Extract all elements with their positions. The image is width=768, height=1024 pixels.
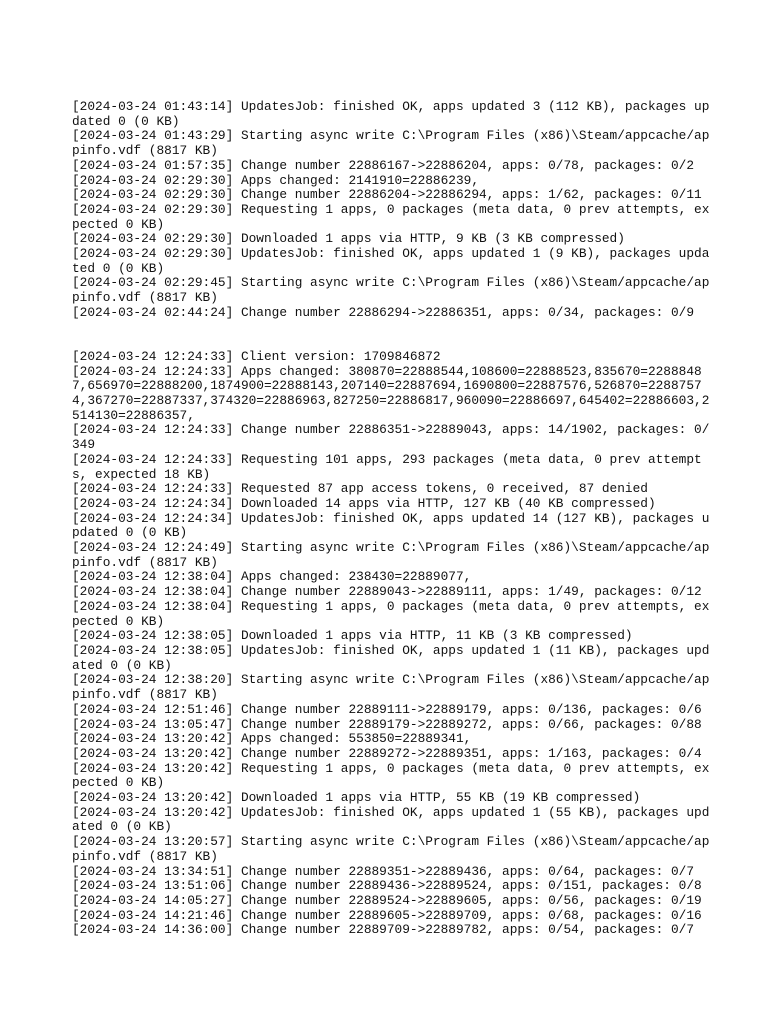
log-block-2 <box>72 350 712 938</box>
log-line: [2024-03-24 12:24:33] Requested 87 app access tokens, 0 received, 87 denied <box>72 481 648 497</box>
log-document <box>72 100 712 938</box>
log-line: [2024-03-24 02:29:30] Apps changed: 2141910=22886239, <box>72 172 480 188</box>
log-line: [2024-03-24 02:29:30] UpdatesJob: finished OK, apps updated 1 (9 KB), packages updated 0 (0 KB) <box>72 246 710 276</box>
log-line: [2024-03-24 12:24:33] Apps changed: 380870=22888544,108600=22888523,835670=22888487,656970=22888200,1874900=22888143,207140=22887694,1690800=22887576,526870=22887574,367270=22887337,374320=22886963,827250=22886817,960090=22886697,645402=22886603,2514130=22886357, <box>72 363 710 423</box>
log-line: [2024-03-24 01:43:14] UpdatesJob: finished OK, apps updated 3 (112 KB), packages updated 0 (0 KB) <box>72 99 710 129</box>
log-line: [2024-03-24 12:51:46] Change number 22889111->22889179, apps: 0/136, packages: 0/6 <box>72 701 702 717</box>
log-line: [2024-03-24 02:29:30] Requesting 1 apps, 0 packages (meta data, 0 prev attempts, expected 0 KB) <box>72 201 710 232</box>
log-line: [2024-03-24 12:24:34] Downloaded 14 apps via HTTP, 127 KB (40 KB compressed) <box>72 495 656 511</box>
log-line: [2024-03-24 12:38:20] Starting async write C:\Program Files (x86)\Steam/appcache/appinfo.vdf (8817 KB) <box>72 672 710 703</box>
log-line: [2024-03-24 14:36:00] Change number 22889709->22889782, apps: 0/54, packages: 0/7 <box>72 922 695 938</box>
log-line: [2024-03-24 13:20:42] Change number 22889272->22889351, apps: 1/163, packages: 0/4 <box>72 745 702 761</box>
log-line: [2024-03-24 12:24:33] Requesting 101 apps, 293 packages (meta data, 0 prev attempts, expected 18 KB) <box>72 451 702 482</box>
log-line: [2024-03-24 02:29:30] Change number 22886204->22886294, apps: 1/62, packages: 0/11 <box>72 187 702 203</box>
log-line: [2024-03-24 13:20:42] UpdatesJob: finished OK, apps updated 1 (55 KB), packages updated 0 (0 KB) <box>72 804 710 835</box>
log-line: [2024-03-24 12:38:05] Downloaded 1 apps via HTTP, 11 KB (3 KB compressed) <box>72 628 633 644</box>
log-line: [2024-03-24 12:38:04] Requesting 1 apps, 0 packages (meta data, 0 prev attempts, expected 0 KB) <box>72 598 710 629</box>
log-line: [2024-03-24 02:29:45] Starting async write C:\Program Files (x86)\Steam/appcache/appinfo.vdf (8817 KB) <box>72 275 710 306</box>
log-line: [2024-03-24 13:05:47] Change number 22889179->22889272, apps: 0/66, packages: 0/88 <box>72 716 702 732</box>
log-line: [2024-03-24 12:24:33] Client version: 1709846872 <box>72 348 441 364</box>
log-line: [2024-03-24 14:05:27] Change number 22889524->22889605, apps: 0/56, packages: 0/19 <box>72 892 702 908</box>
log-line: [2024-03-24 13:34:51] Change number 22889351->22889436, apps: 0/64, packages: 0/7 <box>72 863 695 879</box>
log-block-1 <box>72 100 712 321</box>
log-line: [2024-03-24 02:29:30] Downloaded 1 apps via HTTP, 9 KB (3 KB compressed) <box>72 231 625 247</box>
log-line: [2024-03-24 13:20:57] Starting async write C:\Program Files (x86)\Steam/appcache/appinfo.vdf (8817 KB) <box>72 834 710 864</box>
log-line: [2024-03-24 13:20:42] Apps changed: 553850=22889341, <box>72 731 472 747</box>
log-line: [2024-03-24 13:20:42] Downloaded 1 apps via HTTP, 55 KB (19 KB compressed) <box>72 790 641 806</box>
log-line: [2024-03-24 12:38:05] UpdatesJob: finished OK, apps updated 1 (11 KB), packages updated 0 (0 KB) <box>72 643 710 673</box>
log-line: [2024-03-24 02:44:24] Change number 22886294->22886351, apps: 0/34, packages: 0/9 <box>72 304 695 320</box>
log-line: [2024-03-24 12:38:04] Change number 22889043->22889111, apps: 1/49, packages: 0/12 <box>72 584 702 600</box>
log-line: [2024-03-24 01:43:29] Starting async write C:\Program Files (x86)\Steam/appcache/appinfo.vdf (8817 KB) <box>72 128 710 159</box>
log-line: [2024-03-24 14:21:46] Change number 22889605->22889709, apps: 0/68, packages: 0/16 <box>72 907 702 923</box>
log-line: [2024-03-24 12:24:34] UpdatesJob: finished OK, apps updated 14 (127 KB), packages updated 0 (0 KB) <box>72 510 710 541</box>
log-line: [2024-03-24 12:24:49] Starting async write C:\Program Files (x86)\Steam/appcache/appinfo.vdf (8817 KB) <box>72 540 710 570</box>
log-line: [2024-03-24 13:20:42] Requesting 1 apps, 0 packages (meta data, 0 prev attempts, expected 0 KB) <box>72 760 710 791</box>
log-line: [2024-03-24 13:51:06] Change number 22889436->22889524, apps: 0/151, packages: 0/8 <box>72 878 702 894</box>
log-line: [2024-03-24 12:24:33] Change number 22886351->22889043, apps: 14/1902, packages: 0/349 <box>72 422 710 453</box>
log-line: [2024-03-24 01:57:35] Change number 22886167->22886204, apps: 0/78, packages: 0/2 <box>72 157 695 173</box>
log-line: [2024-03-24 12:38:04] Apps changed: 238430=22889077, <box>72 569 472 585</box>
